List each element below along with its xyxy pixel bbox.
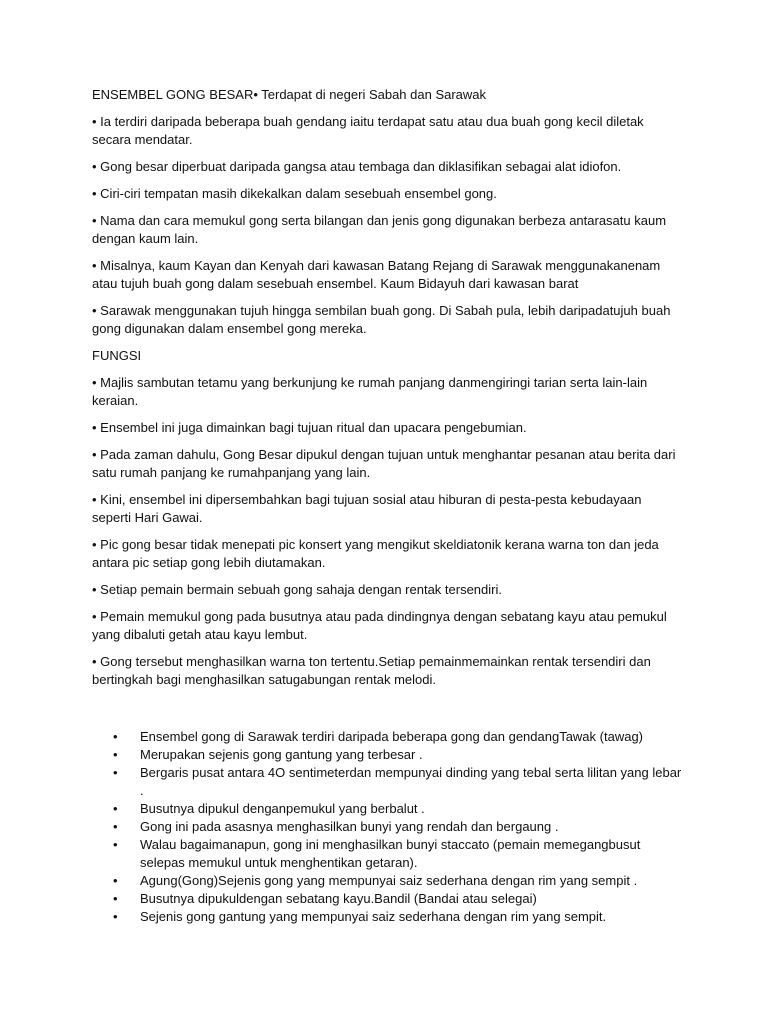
list-item [92,836,682,872]
bullet-list [92,728,682,926]
bullet-icon: • [113,891,118,906]
list-item-text: Walau bagaimanapun, gong ini menghasilkan bunyi staccato (pemain memegangbusut selepas memukul untuk menghentikan getaran). [140,837,641,870]
list-item [92,890,682,908]
section-heading-fungsi: FUNGSI [92,348,142,363]
fungsi-paragraph: • Pada zaman dahulu, Gong Besar dipukul dengan tujuan untuk menghantar pesanan atau berita dari satu rumah panjang ke rumahpanjang yang lain. [92,447,676,480]
list-item-text: Sejenis gong gantung yang mempunyai saiz sederhana dengan rim yang sempit. [140,909,607,924]
intro-paragraph: • Gong besar diperbuat daripada gangsa atau tembaga dan diklasifikan sebagai alat idiofon. [92,159,622,174]
fungsi-paragraph: • Gong tersebut menghasilkan warna ton tertentu.Setiap pemainmemainkan rentak tersendiri dan bertingkah bagi menghasilkan satugabungan rentak melodi. [92,654,651,687]
intro-paragraph: • Misalnya, kaum Kayan dan Kenyah dari kawasan Batang Rejang di Sarawak menggunakanenam atau tujuh buah gong dalam sesebuah ensembel. Kaum Bidayuh dari kawasan barat [92,258,661,291]
bullet-icon: • [113,729,118,744]
bullet-icon: • [113,747,118,762]
bullet-icon: • [113,873,118,888]
bullet-icon: • [113,765,118,780]
list-item-text: Agung(Gong)Sejenis gong yang mempunyai saiz sederhana dengan rim yang sempit . [140,873,638,888]
list-item [92,800,682,818]
list-item [92,746,682,764]
intro-paragraph: • Sarawak menggunakan tujuh hingga sembilan buah gong. Di Sabah pula, lebih daripadatujuh buah gong digunakan dalam ensembel gong mereka. [92,303,671,336]
fungsi-paragraph: • Setiap pemain bermain sebuah gong sahaja dengan rentak tersendiri. [92,582,502,597]
list-item-text: Ensembel gong di Sarawak terdiri daripada beberapa gong dan gendangTawak (tawag) [140,729,644,744]
fungsi-paragraph: • Ensembel ini juga dimainkan bagi tujuan ritual dan upacara pengebumian. [92,420,527,435]
intro-paragraph: • Ia terdiri daripada beberapa buah gendang iaitu terdapat satu atau dua buah gong kecil diletak secara mendatar. [92,114,644,147]
fungsi-paragraph: • Pic gong besar tidak menepati pic konsert yang mengikut skeldiatonik kerana warna ton dan jeda antara pic setiap gong lebih diutamakan. [92,537,659,570]
list-item [92,728,682,746]
list-item-text: Gong ini pada asasnya menghasilkan bunyi yang rendah dan bergaung . [140,819,559,834]
list-item [92,764,682,800]
list-item-text: Busutnya dipukuldengan sebatang kayu.Bandil (Bandai atau selegai) [140,891,537,906]
intro-paragraph: • Ciri-ciri tempatan masih dikekalkan dalam sesebuah ensembel gong. [92,186,497,201]
list-item [92,908,682,926]
document-page [92,86,682,926]
list-item-text: Merupakan sejenis gong gantung yang terbesar . [140,747,423,762]
list-item-text: Busutnya dipukul denganpemukul yang berbalut . [140,801,425,816]
fungsi-paragraph: • Majlis sambutan tetamu yang berkunjung ke rumah panjang danmengiringi tarian serta lain-lain keraian. [92,375,648,408]
list-item [92,872,682,890]
bullet-icon: • [113,819,118,834]
section-spacer [92,698,682,728]
bullet-icon: • [113,801,118,816]
fungsi-paragraph: • Kini, ensembel ini dipersembahkan bagi tujuan sosial atau hiburan di pesta-pesta kebudayaan seperti Hari Gawai. [92,492,642,525]
bullet-icon: • [113,909,118,924]
list-item-text: Bergaris pusat antara 4O sentimeterdan mempunyai dinding yang tebal serta lilitan yang lebar . [140,765,682,798]
list-item [92,818,682,836]
bullet-icon: • [113,837,118,852]
fungsi-paragraph: • Pemain memukul gong pada busutnya atau pada dindingnya dengan sebatang kayu atau pemukul yang dibaluti getah atau kayu lembut. [92,609,667,642]
section-heading-ensembel-gong-besar: ENSEMBEL GONG BESAR• Terdapat di negeri Sabah dan Sarawak [92,87,487,102]
intro-paragraph: • Nama dan cara memukul gong serta bilangan dan jenis gong digunakan berbeza antarasatu kaum dengan kaum lain. [92,213,667,246]
